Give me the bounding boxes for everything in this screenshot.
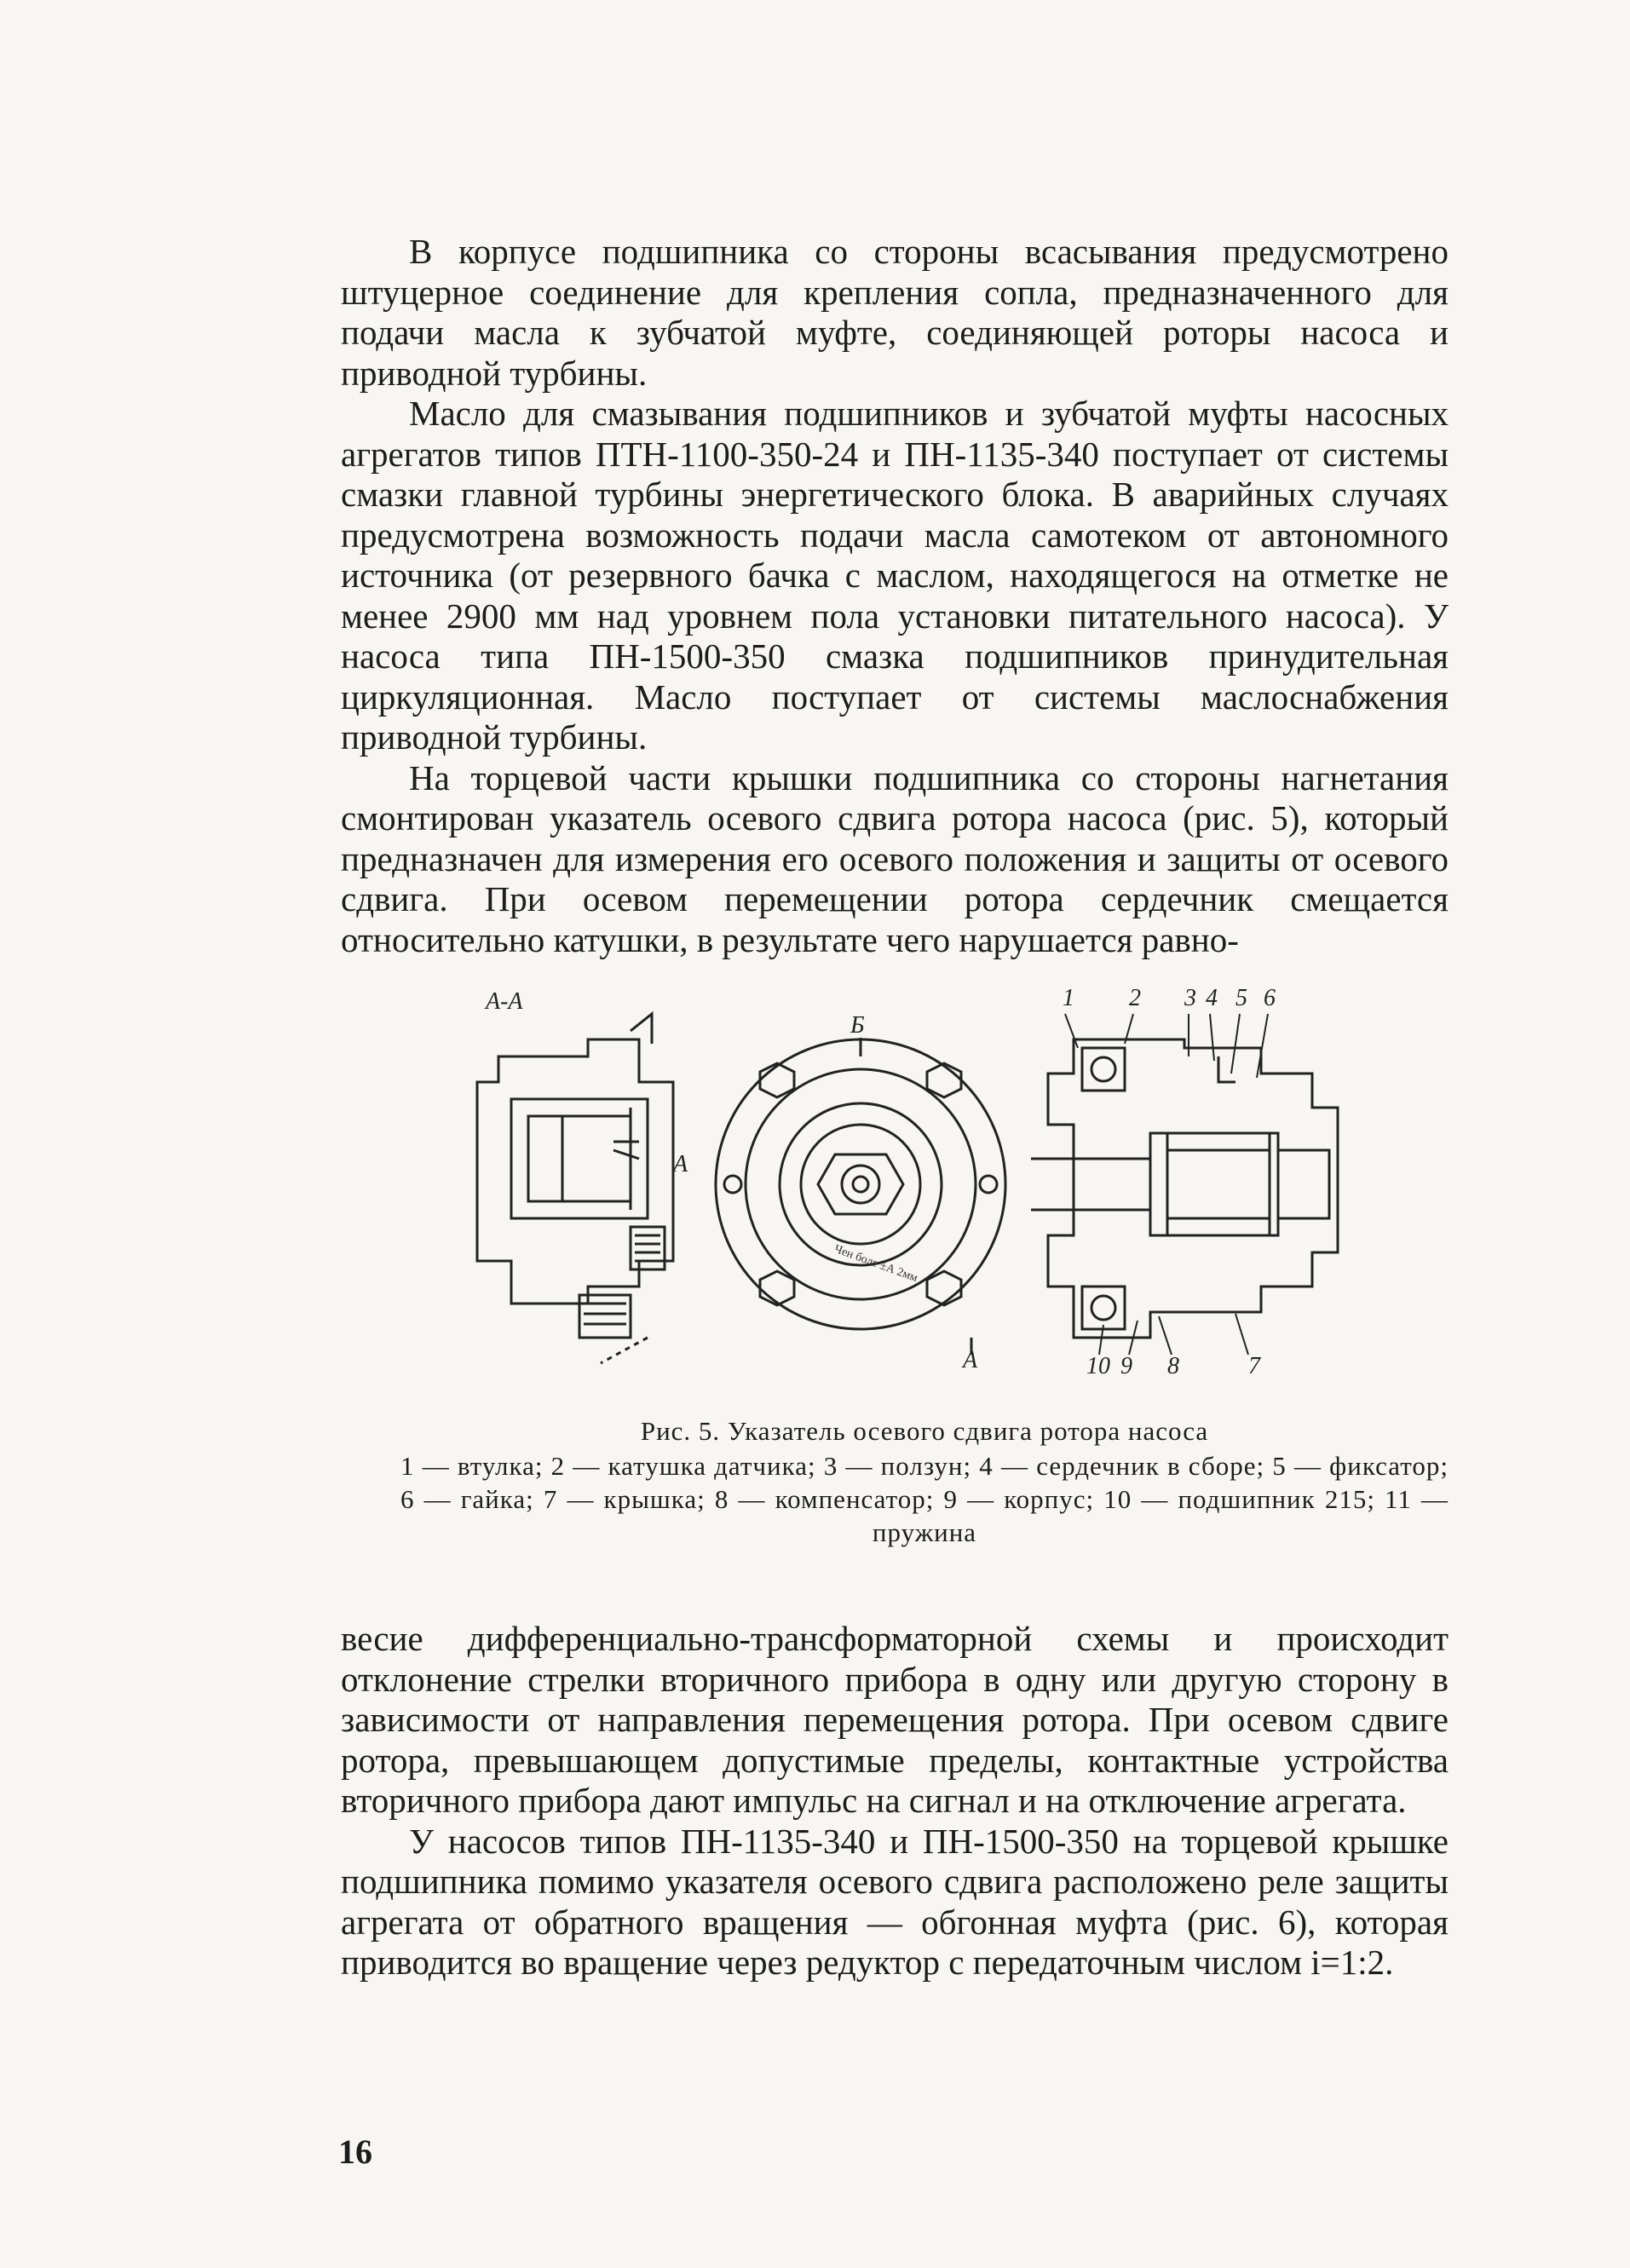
body-text-bottom bbox=[341, 1619, 1449, 1983]
front-view-drawing bbox=[716, 1012, 1005, 1373]
callout-3: 3 bbox=[1184, 985, 1196, 1011]
section-label: А-А bbox=[486, 988, 523, 1015]
callouts-bottom bbox=[1086, 1314, 1261, 1379]
arrow-label: А bbox=[673, 1151, 688, 1177]
paragraph: В корпусе подшипника со стороны всасывания предусмотрено штуцерное соединение для крепления сопла, предназначенного для подачи масла к зубчатой муфте, соединяющей роторы насоса и приводной турбины. bbox=[341, 232, 1449, 393]
figure-axial-shift-indicator bbox=[418, 980, 1423, 1389]
bolt-icon bbox=[760, 1063, 961, 1305]
caption-legend: 1 — втулка; 2 — катушка датчика; 3 — ползун; 4 — сердечник в сборе; 5 — фиксатор; 6 — гайка; 7 — крышка; 8 — компенсатор; 9 — корпус; 10 — подшипник 215; 11 — пружина bbox=[400, 1451, 1449, 1547]
paragraph: Масло для смазывания подшипников и зубчатой муфты насосных агрегатов типов ПТН-1100-350-24 и ПН-1135-340 поступает от системы смазки главной турбины энергетического блока. В аварийных случаях предусмотрена возможность подачи масла самотеком от автономного источника (от резервного бачка с маслом, находящегося на отметке не менее 2900 мм над уровнем пола установки питательного насоса). У насоса типа ПН-1500-350 смазка подшипников принудительная циркуляционная. Масло поступает от системы маслоснабжения приводной турбины. bbox=[341, 394, 1449, 757]
view-label: Б bbox=[850, 1012, 865, 1039]
callout-9: 9 bbox=[1120, 1353, 1132, 1379]
callout-2: 2 bbox=[1129, 985, 1141, 1011]
callout-1: 1 bbox=[1063, 985, 1074, 1011]
callout-6: 6 bbox=[1264, 985, 1276, 1011]
callouts-top bbox=[1063, 985, 1276, 1078]
longitudinal-section-drawing bbox=[1031, 985, 1338, 1379]
paragraph: весие дифференциально-трансформаторной схемы и происходит отклонение стрелки вторичного прибора в одну или другую сторону в зависимости от направления перемещения ротора. При осевом сдвиге ротора, превышающем допустимые пределы, контактные устройства вторичного прибора дают импульс на сигнал и на отключение агрегата. bbox=[341, 1619, 1449, 1820]
callout-7: 7 bbox=[1248, 1353, 1260, 1379]
paragraph: У насосов типов ПН-1135-340 и ПН-1500-350 на торцевой крышке подшипника помимо указателя осевого сдвига расположено реле защиты агрегата от обратного вращения — обгонная муфта (рис. 6), которая приводится во вращение через редуктор с передаточным числом i=1:2. bbox=[341, 1821, 1449, 1982]
figure-caption bbox=[400, 1414, 1449, 1549]
section-view-drawing bbox=[477, 988, 688, 1363]
caption-title: Рис. 5. Указатель осевого сдвига ротора насоса bbox=[640, 1416, 1209, 1446]
plate-text: Чен боле ±А 2мм bbox=[832, 1242, 919, 1286]
callout-10: 10 bbox=[1086, 1353, 1110, 1379]
body-text-top bbox=[341, 232, 1449, 960]
arrow-label: А bbox=[963, 1347, 978, 1373]
callout-4: 4 bbox=[1206, 985, 1218, 1011]
callout-8: 8 bbox=[1167, 1353, 1179, 1379]
page-number: 16 bbox=[338, 2133, 372, 2171]
callout-5: 5 bbox=[1235, 985, 1247, 1011]
paragraph: На торцевой части крышки подшипника со стороны нагнетания смонтирован указатель осевого сдвига ротора насоса (рис. 5), который предназначен для измерения его осевого положения и защиты от осевого сдвига. При осевом перемещении ротора сердечник смещается относительно катушки, в результате чего нарушается равно- bbox=[341, 757, 1449, 959]
